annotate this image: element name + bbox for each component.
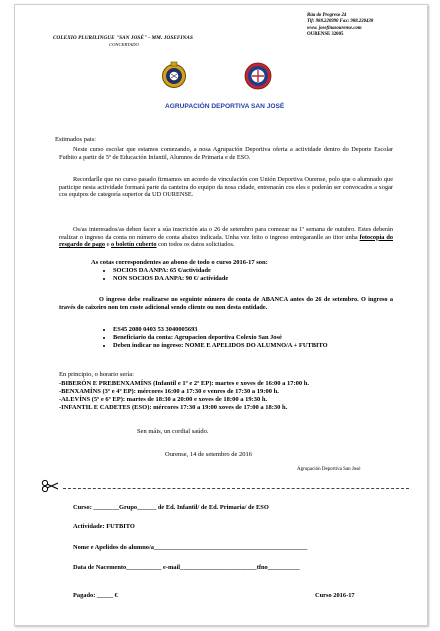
place-date: Ourense, 14 de setembro de 2016: [165, 451, 253, 458]
schedule-list: [59, 380, 399, 412]
schedule-intro: En principio, o horario sería:: [59, 371, 134, 378]
fees-intro: As cotas correspondentes ao abono de todo o curso 2016-17 son:: [91, 259, 268, 266]
paragraph-intro: Neste curso escolar que estamos comezando, a nosa Agrupación Deportiva oferta a actividade dentro do Deporte Escolar Futbito a partir de 5º de Educación Infantil, Alumnos de Primaria e de ESO.: [59, 146, 393, 161]
closing: Sen máis, un cordial saúdo.: [137, 428, 209, 435]
school-address: [307, 13, 373, 39]
paragraph-agreement: Recordarlle que no curso pasado firmamos un acordo de vinculación con Unión Deportiva Ourense, polo que o alumnado que participe nesta actividade formará parte da canteira do equipo da nosa cidade, entrenarán cos eles e poderán ser convocados a xogar cos equipos de categoría superior da UD OURENSE.: [59, 176, 393, 199]
form-text: o boletín cuberto: [111, 241, 157, 249]
ud-ourense-logo-icon: [243, 60, 273, 92]
account-list: [99, 326, 405, 349]
address-line: Tlf: 988.220990 Fax: 988.220438: [307, 19, 374, 25]
account-beneficiary: • Beneficiario da conta: Agrupacion deportiva Colexio San José: [113, 334, 405, 342]
form-course-year: Curso 2016-17: [315, 592, 355, 599]
inscription-conj: e: [105, 241, 112, 249]
form-activity-line: Actividade: FUTBITO: [73, 523, 135, 530]
scissors-icon: [41, 479, 59, 493]
fees-list: [99, 267, 228, 283]
form-paid-line: Pagado: _____ €: [73, 592, 118, 599]
cut-line: [63, 488, 409, 489]
account-reference: • Deben indicar no ingreso: NOME E APELIDOS DO ALUMNO/A + FUTBITO: [113, 342, 405, 350]
address-line: www. josefinasourense.com: [307, 25, 362, 31]
document-page: [14, 4, 428, 626]
paragraph-inscription: [59, 226, 393, 249]
club-crest-icon: [161, 60, 187, 92]
account-number: • ES45 2080 0403 53 3040005693: [113, 326, 405, 334]
form-course-line: Curso: ________Grupo______ de Ed. Infantil/ de Ed. Primaria/ de ESO: [73, 504, 269, 511]
receipt-copy-text: fotocopia do resgardo de pago: [59, 233, 394, 249]
schedule-row: -INFANTIL E CADETES (ESO): mércores 17:30 a 19:00 xoves de 17:00 a 18:30 h.: [59, 404, 288, 411]
signature: Agrupación Deportiva San José: [297, 467, 361, 472]
fee-item: • SOCIOS DA ANPA: 65 €/actividade: [113, 267, 228, 275]
greeting: Estimados pais:: [55, 136, 96, 143]
payment-note: O ingreso debe realizarse no seguinte número de conta de ABANCA antes do 26 de setembro. O ingreso a través do caixeiro non ten custe adicional sendo cliente ou non desta entidade.: [59, 296, 393, 311]
address-line: Rúa do Progreso 24: [307, 13, 347, 18]
schedule-row: -BIBERÓN E PREBENXAMÍNS (Infantil e 1º e 2º EP): martes e xoves de 16:00 a 17:00 h.: [59, 380, 310, 387]
school-subtitle: CONCERTADO: [109, 42, 139, 47]
schedule-row: -ALEVÍNS (5º e 6º EP): martes de 18:30 a 20:00 e xoves de 18:00 a 19:30 h.: [59, 396, 268, 403]
inscription-end: con todos os datos solicitados.: [156, 241, 235, 249]
schedule-row: -BENXAMÍNS (3º e 4º EP): mércores 16:00 a 17:30 e venres de 17:30 a 19:00 h.: [59, 388, 279, 395]
inscription-text: Os/as interesados/as deben facer a súa inscrición ata o 26 de setembro para comezar na 1ª semana de outubro. Estes deberán realizar o ingreso da conta no número de conta abaixo indicada. Unha vez feito o ingreso entregaranlle ao titor unha: [59, 226, 393, 241]
fee-item: • NON SOCIOS DA ANPA: 90 €/ actividade: [113, 275, 228, 283]
form-birth-line: Data de Nacemento___________ e-mail________________________tfno__________: [73, 564, 300, 571]
school-name: COLEXIO PLURILINGUE "SAN JOSÉ" - MM. JOSEFINAS: [53, 35, 193, 41]
form-name-line: Nome e Apelidos do alumno/a________________________________________________: [73, 544, 308, 551]
address-line: OURENSE 32005: [307, 32, 344, 38]
club-title: AGRUPACIÓN DEPORTIVA SAN JOSÉ: [165, 103, 285, 110]
